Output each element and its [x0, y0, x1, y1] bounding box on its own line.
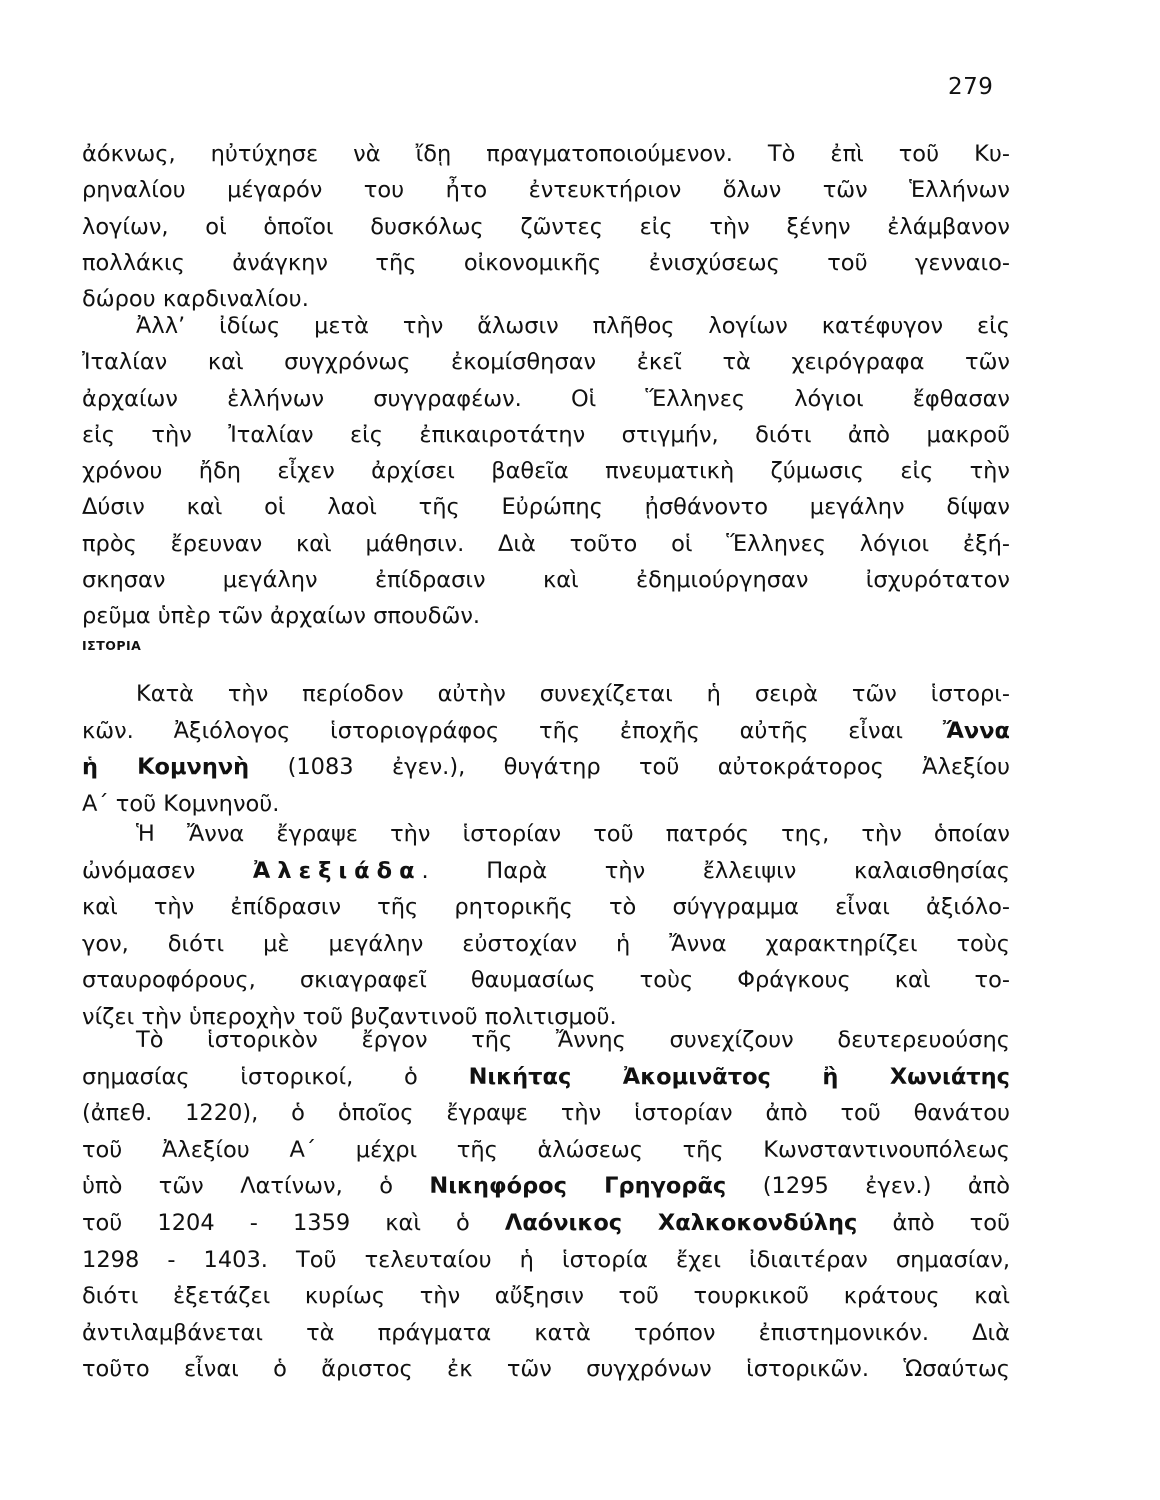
text-line: γον, διότι μὲ μεγάλην εὐστοχίαν ἡ Ἄννα χαρακτηρίζει τοὺς: [82, 930, 1010, 957]
text-line: [82, 713, 1010, 750]
paragraph-3: [82, 676, 1010, 822]
text-line: ρηναλίου μέγαρόν του ἦτο ἐντευκτήριον ὅλων τῶν Ἑλλήνων: [82, 177, 1010, 204]
text-line: Ἀλλ’ ἰδίως μετὰ τὴν ἅλωσιν πλῆθος λογίων κατέφυγον εἰς: [136, 313, 1010, 339]
text-line: (ἀπεθ. 1220), ὁ ὁποῖος ἔγραψε τὴν ἱστορίαν ἀπὸ τοῦ θανάτου: [82, 1100, 1010, 1127]
text-line: σταυροφόρους, σκιαγραφεῖ θαυμασίως τοὺς Φράγκους καὶ το-: [82, 967, 1010, 994]
text-line: Ἰταλίαν καὶ συγχρόνως ἐκομίσθησαν ἐκεῖ τὰ χειρόγραφα τῶν: [82, 349, 1010, 376]
section-heading: ΙΣΤΟΡΙΑ: [82, 638, 142, 653]
text-run: . Παρὰ τὴν ἔλλειψιν καλαισθησίας: [421, 857, 1010, 884]
paragraph-5: [82, 1022, 1010, 1388]
text-line: ἀόκνως, ηὐτύχησε νὰ ἴδῃ πραγματοποιούμενον. Τὸ ἐπὶ τοῦ Κυ-: [82, 141, 1010, 167]
bold-name: Νικήτας Ἀκομινᾶτος ἢ Χωνιάτης: [468, 1063, 1010, 1090]
bold-name: Ἀλεξιάδα: [252, 857, 422, 884]
text-line: διότι ἐξετάζει κυρίως τὴν αὔξησιν τοῦ τουρκικοῦ κράτους καὶ: [82, 1283, 1010, 1310]
text-line: χρόνου ἤδη εἶχεν ἀρχίσει βαθεῖα πνευματικὴ ζύμωσις εἰς τὴν: [82, 458, 1010, 485]
text-line: [82, 853, 1010, 890]
text-line: εἰς τὴν Ἰταλίαν εἰς ἐπικαιροτάτην στιγμήν, διότι ἀπὸ μακροῦ: [82, 421, 1010, 448]
text-line: δώρου καρδιναλίου.: [82, 286, 309, 313]
text-run: ὠνόμασεν: [82, 857, 253, 884]
bold-name: Νικηφόρος Γρηγορᾶς: [429, 1173, 727, 1200]
text-line: ρεῦμα ὑπὲρ τῶν ἀρχαίων σπουδῶν.: [82, 603, 481, 630]
text-run: ὑπὸ τῶν Λατίνων, ὁ: [82, 1173, 430, 1200]
paragraph-4: [82, 816, 1010, 1036]
paragraph-2: [82, 308, 1010, 635]
page-number: 279: [948, 74, 994, 100]
text-line: λογίων, οἱ ὁποῖοι δυσκόλως ζῶντες εἰς τὴν ξένην ἐλάμβανον: [82, 213, 1010, 240]
text-line: Κατὰ τὴν περίοδον αὐτὴν συνεχίζεται ἡ σειρὰ τῶν ἱστορι-: [136, 681, 1010, 707]
text-line: τοῦτο εἶναι ὁ ἄριστος ἐκ τῶν συγχρόνων ἱστορικῶν. Ὡσαύτως: [82, 1356, 1010, 1383]
bold-name: ἡ Κομνηνὴ: [82, 754, 250, 781]
text-line: Α´ τοῦ Κομνηνοῦ.: [82, 790, 280, 817]
text-line: Ἡ Ἄννα ἔγραψε τὴν ἱστορίαν τοῦ πατρός της, τὴν ὁποίαν: [136, 821, 1010, 847]
text-line: 1298 - 1403. Τοῦ τελευταίου ἡ ἱστορία ἔχει ἰδιαιτέραν σημασίαν,: [82, 1246, 1010, 1273]
text-line: τοῦ Ἀλεξίου Α´ μέχρι τῆς ἁλώσεως τῆς Κωνσταντινουπόλεως: [82, 1136, 1010, 1163]
text-run: τοῦ 1204 - 1359 καὶ ὁ: [82, 1209, 505, 1236]
bold-name: Λαόνικος Χαλκοκονδύλης: [504, 1209, 858, 1236]
text-line: καὶ τὴν ἐπίδρασιν τῆς ρητορικῆς τὸ σύγγραμμα εἶναι ἀξιόλο-: [82, 894, 1010, 921]
text-line: Δύσιν καὶ οἱ λαοὶ τῆς Εὐρώπης ᾐσθάνοντο μεγάλην δίψαν: [82, 494, 1010, 521]
text-line: ἀντιλαμβάνεται τὰ πράγματα κατὰ τρόπον ἐπιστημονικόν. Διὰ: [82, 1319, 1010, 1346]
text-line: σκησαν μεγάλην ἐπίδρασιν καὶ ἐδημιούργησαν ἰσχυρότατον: [82, 567, 1010, 594]
text-line: πρὸς ἔρευναν καὶ μάθησιν. Διὰ τοῦτο οἱ Ἕλληνες λόγιοι ἐξή-: [82, 530, 1010, 557]
text-line: [82, 1205, 1010, 1242]
text-run: κῶν. Ἀξιόλογος ἱστοριογράφος τῆς ἐποχῆς αὐτῆς εἶναι: [82, 717, 943, 744]
text-line: πολλάκις ἀνάγκην τῆς οἰκονομικῆς ἐνισχύσεως τοῦ γενναιο-: [82, 249, 1010, 276]
text-line: [82, 1168, 1010, 1205]
paragraph-1: [82, 136, 1010, 317]
text-line: Τὸ ἱστορικὸν ἔργον τῆς Ἄννης συνεχίζουν δευτερευούσης: [136, 1027, 1010, 1053]
text-run: ἀπὸ τοῦ: [857, 1209, 1011, 1236]
text-run: (1083 ἐγεν.), θυγάτηρ τοῦ αὐτοκράτορος Ἀλεξίου: [249, 754, 1010, 781]
text-line: νίζει τὴν ὑπεροχὴν τοῦ βυζαντινοῦ πολιτισμοῦ.: [82, 1003, 617, 1030]
text-line: [82, 749, 1010, 786]
text-run: (1295 ἐγεν.) ἀπὸ: [726, 1173, 1010, 1200]
text-line: ἀρχαίων ἑλλήνων συγγραφέων. Οἱ Ἕλληνες λόγιοι ἔφθασαν: [82, 385, 1010, 412]
text-line: [82, 1059, 1010, 1096]
bold-name: Ἄννα: [942, 717, 1010, 744]
text-run: σημασίας ἱστορικοί, ὁ: [82, 1063, 469, 1090]
